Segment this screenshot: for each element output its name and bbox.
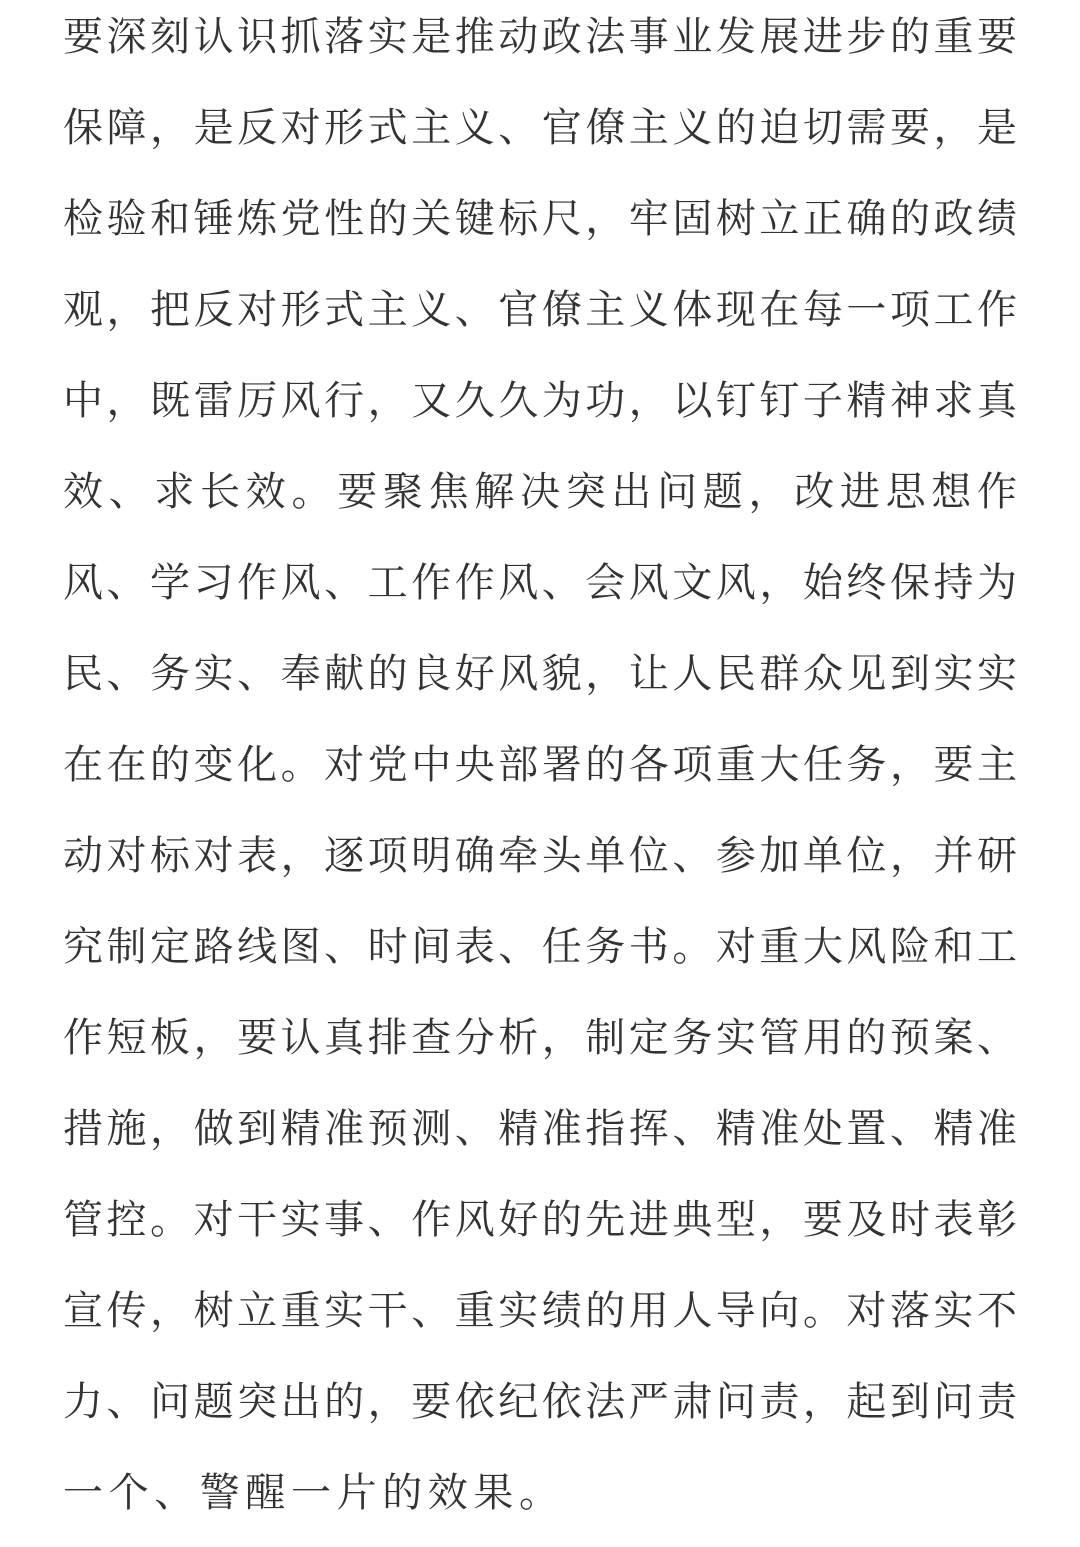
paragraph-line: 民、务实、奉献的良好风貌，让人民群众见到实实 xyxy=(63,651,1017,697)
paragraph-line: 观，把反对形式主义、官僚主义体现在每一项工作 xyxy=(63,287,1017,333)
paragraph-line: 保障，是反对形式主义、官僚主义的迫切需要，是 xyxy=(63,105,1017,151)
article-body xyxy=(63,0,1017,1547)
paragraph-line: 在在的变化。对党中央部署的各项重大任务，要主 xyxy=(63,742,1017,788)
paragraph-line: 宣传，树立重实干、重实绩的用人导向。对落实不 xyxy=(63,1288,1017,1334)
paragraph-line: 究制定路线图、时间表、任务书。对重大风险和工 xyxy=(63,924,1017,970)
paragraph-line: 要深刻认识抓落实是推动政法事业发展进步的重要 xyxy=(63,14,1017,60)
paragraph-line: 管控。对干实事、作风好的先进典型，要及时表彰 xyxy=(63,1197,1017,1243)
paragraph-line: 动对标对表，逐项明确牵头单位、参加单位，并研 xyxy=(63,833,1017,879)
paragraph-line: 措施，做到精准预测、精准指挥、精准处置、精准 xyxy=(63,1106,1017,1152)
paragraph-line: 力、问题突出的，要依纪依法严肃问责，起到问责 xyxy=(63,1379,1017,1425)
paragraph-line: 风、学习作风、工作作风、会风文风，始终保持为 xyxy=(63,560,1017,606)
paragraph-line: 作短板，要认真排查分析，制定务实管用的预案、 xyxy=(63,1015,1017,1061)
paragraph-line-last: 一个、警醒一片的效果。 xyxy=(63,1470,565,1516)
paragraph-line: 效、求长效。要聚焦解决突出问题，改进思想作 xyxy=(63,469,1017,515)
paragraph-line: 检验和锤炼党性的关键标尺，牢固树立正确的政绩 xyxy=(63,196,1017,242)
paragraph-line: 中，既雷厉风行，又久久为功，以钉钉子精神求真 xyxy=(63,378,1017,424)
